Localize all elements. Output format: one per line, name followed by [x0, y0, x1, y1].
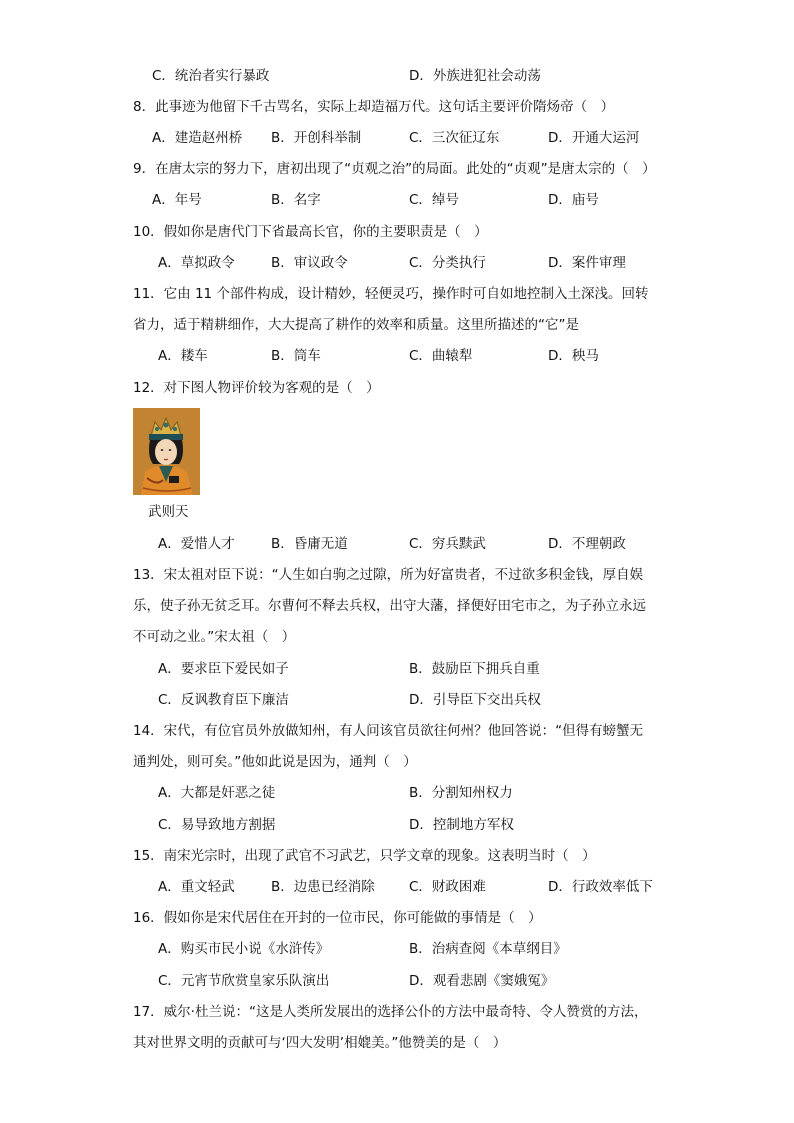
q14-option-c: C．易导致地方割据 [158, 817, 276, 833]
empress-portrait-image [133, 408, 200, 495]
q11-option-a: A．耧车 [158, 348, 208, 364]
q14-option-a: A．大都是奸恶之徒 [158, 785, 276, 801]
q13-option-a: A．要求臣下爱民如子 [158, 661, 289, 677]
q12-option-d: D．不理朝政 [548, 536, 626, 552]
q12-stem: 12．对下图人物评价较为客观的是（ ） [133, 380, 380, 396]
q13-option-c: C．反讽教育臣下廉洁 [158, 692, 289, 708]
q14-option-d: D．控制地方军权 [409, 817, 514, 833]
q13-stem-line-1: 13．宋太祖对臣下说：“人生如白驹之过隙，所为好富贵者，不过欲多积金钱，厚自娱 [133, 567, 644, 583]
q8-option-d: D．开通大运河 [548, 130, 640, 146]
q14-option-b: B．分割知州权力 [409, 785, 513, 801]
q9-option-b: B．名字 [271, 192, 321, 208]
q16-option-c: C．元宵节欣赏皇家乐队演出 [158, 973, 330, 989]
q8-stem: 8．此事迹为他留下千古骂名，实际上却造福万代。这句话主要评价隋炀帝（ ） [133, 99, 615, 115]
q10-option-b: B．审议政令 [271, 255, 348, 271]
q16-stem: 16．假如你是宋代居住在开封的一位市民，你可能做的事情是（ ） [133, 910, 542, 926]
q13-option-d: D．引导臣下交出兵权 [409, 692, 541, 708]
q15-option-b: B．边患已经消除 [271, 879, 375, 895]
q13-option-b: B．鼓励臣下拥兵自重 [409, 661, 540, 677]
q9-option-d: D．庙号 [548, 192, 599, 208]
q15-option-d: D．行政效率低下 [548, 879, 653, 895]
q14-stem-line-2: 通判处，则可矣。”他如此说是因为，通判（ ） [133, 754, 417, 770]
q11-stem-line-2: 省力，适于精耕细作，大大提高了耕作的效率和质量。这里所描述的“它”是 [133, 317, 579, 333]
q9-option-a: A．年号 [152, 192, 202, 208]
q7-option-d: D．外族进犯社会动荡 [409, 68, 541, 84]
q13-stem-line-2: 乐，使子孙无贫乏耳。尔曹何不释去兵权，出守大藩，择便好田宅市之，为子孙立永远 [133, 598, 646, 614]
q15-option-a: A．重文轻武 [158, 879, 235, 895]
q16-option-a: A．购买市民小说《水浒传》 [158, 941, 330, 957]
q10-option-a: A．草拟政令 [158, 255, 235, 271]
q9-option-c: C．绰号 [409, 192, 459, 208]
q8-option-c: C．三次征辽东 [409, 130, 500, 146]
q17-stem-line-2: 其对世界文明的贡献可与‘四大发明’相媲美。”他赞美的是（ ） [133, 1035, 507, 1051]
q10-stem: 10．假如你是唐代门下省最高长官，你的主要职责是（ ） [133, 224, 488, 240]
q11-option-c: C．曲辕犁 [409, 348, 473, 364]
q8-option-b: B．开创科举制 [271, 130, 362, 146]
q12-option-c: C．穷兵黩武 [409, 536, 486, 552]
q13-stem-line-3: 不可动之业。”宋太祖（ ） [133, 629, 296, 645]
q7-option-c: C．统治者实行暴政 [152, 68, 270, 84]
q10-option-d: D．案件审理 [548, 255, 626, 271]
q12-option-a: A．爱惜人才 [158, 536, 235, 552]
q8-option-a: A．建造赵州桥 [152, 130, 243, 146]
q16-option-d: D．观看悲剧《窦娥冤》 [409, 973, 555, 989]
q14-stem-line-1: 14．宋代，有位官员外放做知州，有人问该官员欲往何州？他回答说：“但得有螃蟹无 [133, 723, 644, 739]
q11-option-b: B．筒车 [271, 348, 321, 364]
q16-option-b: B．治病查阅《本草纲目》 [409, 941, 567, 957]
q12-option-b: B．昏庸无道 [271, 536, 348, 552]
q17-stem-line-1: 17．威尔·杜兰说：“这是人类所发展出的选择公仆的方法中最奇特、令人赞赏的方法， [133, 1004, 648, 1020]
q15-stem: 15．南宋光宗时，出现了武官不习武艺，只学文章的现象。这表明当时（ ） [133, 848, 596, 864]
q9-stem: 9．在唐太宗的努力下，唐初出现了“贞观之治”的局面。此处的“贞观”是唐太宗的（ ） [133, 161, 656, 177]
q10-option-c: C．分类执行 [409, 255, 486, 271]
q11-option-d: D．秧马 [548, 348, 599, 364]
q11-stem-line-1: 11．它由 11 个部件构成，设计精妙，轻便灵巧，操作时可自如地控制入土深浅。回转 [133, 286, 649, 302]
q15-option-c: C．财政困难 [409, 879, 486, 895]
portrait-caption: 武则天 [148, 504, 189, 520]
